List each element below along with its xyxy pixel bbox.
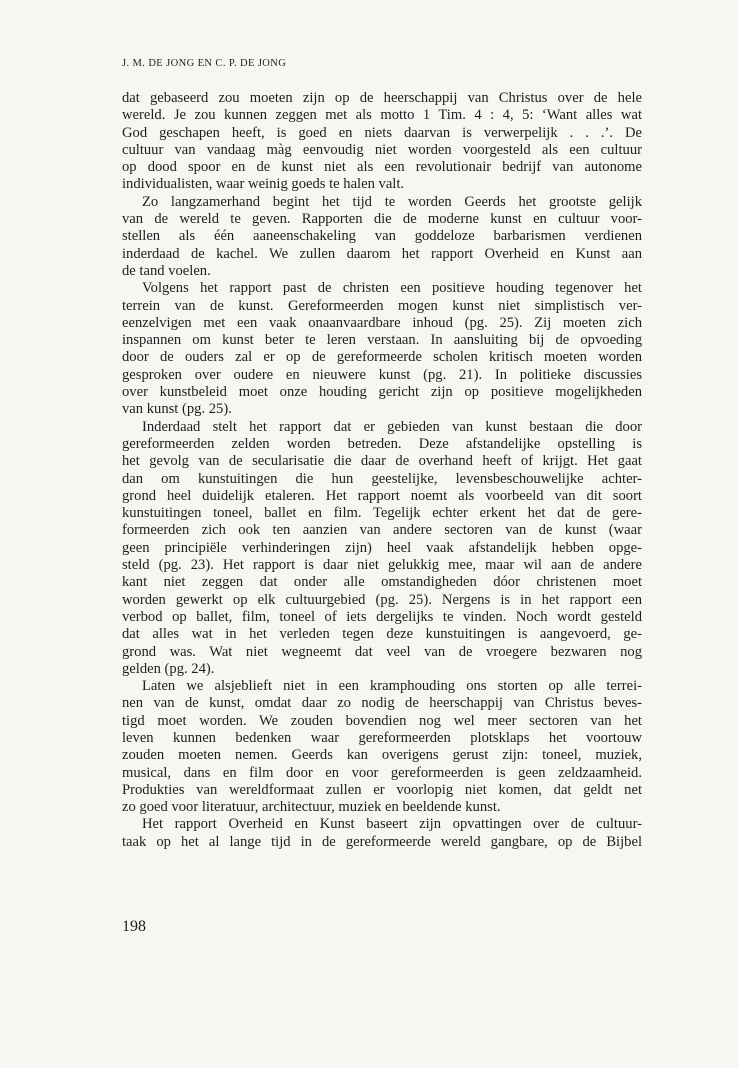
running-head: J. M. DE JONG EN C. P. DE JONG bbox=[122, 58, 287, 69]
text-line: de tand voelen. bbox=[122, 262, 211, 279]
text-line: Het rapport Overheid en Kunst baseert zijn opvattingen over de cultuur- bbox=[142, 816, 642, 833]
text-line: wereld. Je zou kunnen zeggen met als motto 1 Tim. 4 : 4, 5: ‘Want alles wat bbox=[122, 107, 642, 124]
text-line: worden gewerkt op elk cultuurgebied (pg. 25). Nergens is in het rapport een bbox=[122, 591, 642, 608]
page-number: 198 bbox=[122, 918, 146, 935]
text-line: grond heel duidelijk etaleren. Het rapport noemt als voorbeeld van dit soort bbox=[122, 487, 642, 504]
text-line: van de wereld te geven. Rapporten die de moderne kunst en cultuur voor- bbox=[122, 211, 642, 228]
text-line: inspannen om kunst beter te leren verstaan. In aansluiting bij de opvoeding bbox=[122, 332, 642, 349]
text-line: tigd moet worden. We zouden bovendien nog wel meer sectoren van het bbox=[122, 712, 642, 729]
text-line: grond was. Wat niet wegneemt dat veel van de vroegere bezwaren nog bbox=[122, 643, 642, 660]
text-line: kunstuitingen toneel, ballet en film. Tegelijk echter erkent het dat de gere- bbox=[122, 505, 642, 522]
text-line: Volgens het rapport past de christen een positieve houding tegenover het bbox=[142, 280, 642, 297]
text-line: verbod op ballet, film, toneel of iets dergelijks te vinden. Noch wordt gesteld bbox=[122, 608, 642, 625]
text-line: gesproken over oudere en nieuwere kunst (pg. 21). In politieke discussies bbox=[122, 366, 642, 383]
text-line: Inderdaad stelt het rapport dat er gebieden van kunst bestaan die door bbox=[142, 418, 642, 435]
text-line: Produkties van wereldformaat zullen er voorlopig niet komen, dat geldt net bbox=[122, 781, 642, 798]
text-line: het gevolg van de secularisatie die daar de overhand heeft of krijgt. Het gaat bbox=[122, 453, 642, 470]
text-line: geen principiële verhinderingen zijn) heel vaak afstandelijk hebben opge- bbox=[122, 539, 642, 556]
text-line: God geschapen heeft, is goed en niets daarvan is verwerpelijk . . .’. De bbox=[122, 124, 642, 141]
text-line: dan om kunstuitingen die hun geestelijke, levensbeschouwelijke achter- bbox=[122, 470, 642, 487]
text-line: op dood spoor en de kunst niet als een revolutionair bedrijf van autonome bbox=[122, 159, 642, 176]
text-line: inderdaad de kachel. We zullen daarom het rapport Overheid en Kunst aan bbox=[122, 245, 642, 262]
text-line: terrein van de kunst. Gereformeerden mogen kunst niet simplistisch ver- bbox=[122, 297, 642, 314]
text-line: kant niet zeggen dat onder alle omstandigheden dóor christenen moet bbox=[122, 574, 642, 591]
text-line: door de ouders zal er op de gereformeerde scholen kritisch moeten worden bbox=[122, 349, 642, 366]
text-line: Zo langzamerhand begint het tijd te worden Geerds het grootste gelijk bbox=[142, 193, 642, 210]
text-line: formeerden zich ook ten aanzien van andere sectoren van de kunst (waar bbox=[122, 522, 642, 539]
text-line: cultuur van vandaag màg eenvoudig niet worden voorgesteld als een cultuur bbox=[122, 141, 642, 158]
text-line: musical, dans en film door en voor gereformeerden is geen zeldzaamheid. bbox=[122, 764, 642, 781]
text-line: zo goed voor literatuur, architectuur, muziek en beeldende kunst. bbox=[122, 799, 501, 816]
text-line: leven kunnen bedenken waar gereformeerden plotsklaps het voortouw bbox=[122, 729, 642, 746]
text-line: zouden moeten nemen. Geerds kan overigens gerust zijn: toneel, muziek, bbox=[122, 747, 642, 764]
text-line: over kunstbeleid moet onze houding gericht zijn op positieve mogelijkheden bbox=[122, 384, 642, 401]
text-line: stellen als één aaneenschakeling van goddeloze barbarismen verdienen bbox=[122, 228, 642, 245]
text-line: gelden (pg. 24). bbox=[122, 660, 215, 677]
text-line: dat alles wat in het verleden tegen deze kunstuitingen is aangevoerd, ge- bbox=[122, 626, 642, 643]
text-line: taak op het al lange tijd in de gereformeerde wereld gangbare, op de Bijbel bbox=[122, 833, 642, 850]
text-line: dat gebaseerd zou moeten zijn op de heerschappij van Christus over de hele bbox=[122, 90, 642, 106]
text-line: eenzelvigen met een vaak onaanvaardbare inhoud (pg. 25). Zij moeten zich bbox=[122, 314, 642, 331]
body-text bbox=[122, 90, 642, 851]
text-line: steld (pg. 23). Het rapport is daar niet gelukkig mee, maar wil aan de andere bbox=[122, 557, 642, 574]
text-line: nen van de kunst, omdat daar zo nodig de heerschappij van Christus beves- bbox=[122, 695, 642, 712]
text-line: individualisten, waar weinig goeds te halen valt. bbox=[122, 176, 405, 193]
text-line: gereformeerden zelden worden betreden. Deze afstandelijke opstelling is bbox=[122, 435, 642, 452]
text-line: van kunst (pg. 25). bbox=[122, 401, 232, 418]
text-line: Laten we alsjeblieft niet in een kramphouding ons storten op alle terrei- bbox=[142, 678, 642, 695]
